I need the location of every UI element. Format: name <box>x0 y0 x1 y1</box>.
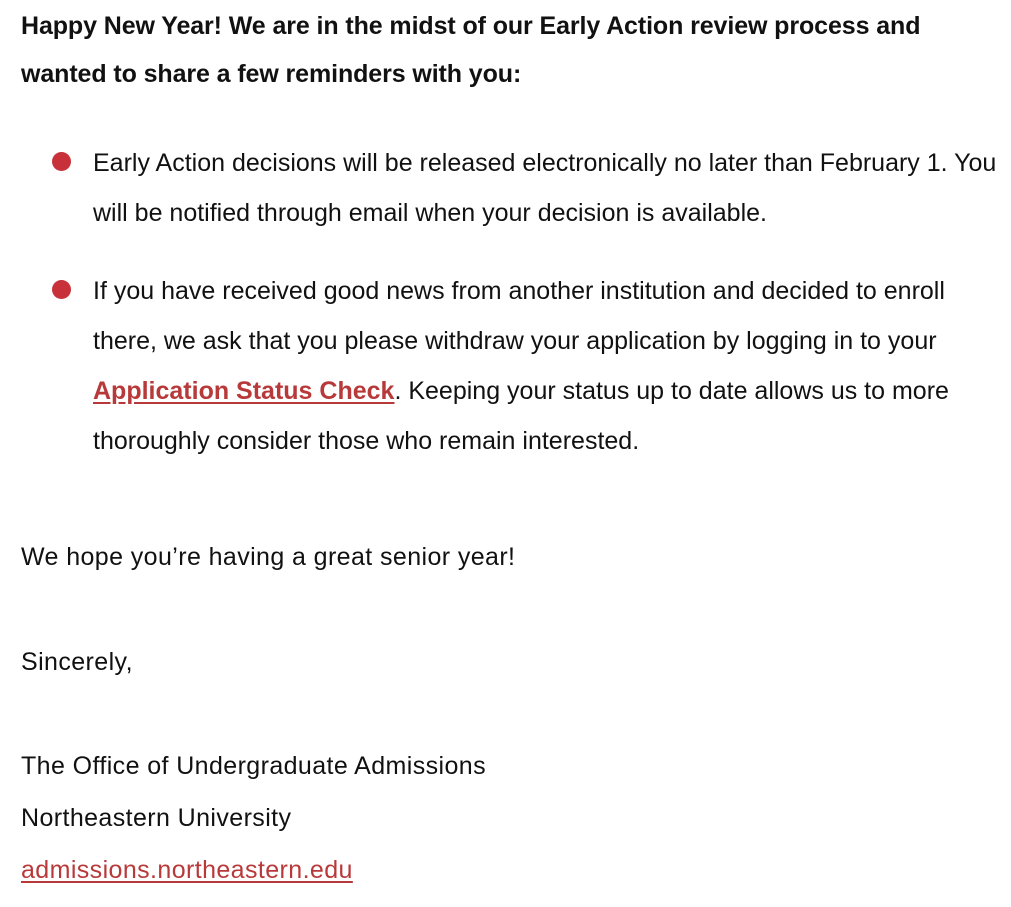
reminder-item-decision-release <box>21 138 1011 238</box>
signoff: Sincerely, <box>21 648 133 676</box>
closing-line: We hope you’re having a great senior year! <box>21 543 516 571</box>
email-body <box>21 0 1006 884</box>
reminder-item-withdraw <box>21 266 1011 466</box>
reminder-list <box>21 138 1011 466</box>
signature-website <box>21 844 353 896</box>
reminder-text-after-link: . Keeping your status up to date allows us to more thoroughly consider those who remain interested. <box>93 377 949 455</box>
signature-university: Northeastern University <box>21 804 292 832</box>
bullet-dot-icon <box>52 280 71 299</box>
signature-office: The Office of Undergraduate Admissions <box>21 752 486 780</box>
admissions-website-link[interactable]: admissions.northeastern.edu <box>21 856 353 884</box>
reminder-text-before-link: If you have received good news from another institution and decided to enroll there, we ask that you please withdraw your application by logging in to your <box>93 277 945 355</box>
bullet-dot-icon <box>52 152 71 171</box>
intro-paragraph: Happy New Year! We are in the midst of our Early Action review process and wanted to share a few reminders with you: <box>21 12 921 88</box>
application-status-check-link[interactable]: Application Status Check <box>93 377 395 405</box>
reminder-text: Early Action decisions will be released electronically no later than February 1. You will be notified through email when your decision is available. <box>93 149 997 227</box>
